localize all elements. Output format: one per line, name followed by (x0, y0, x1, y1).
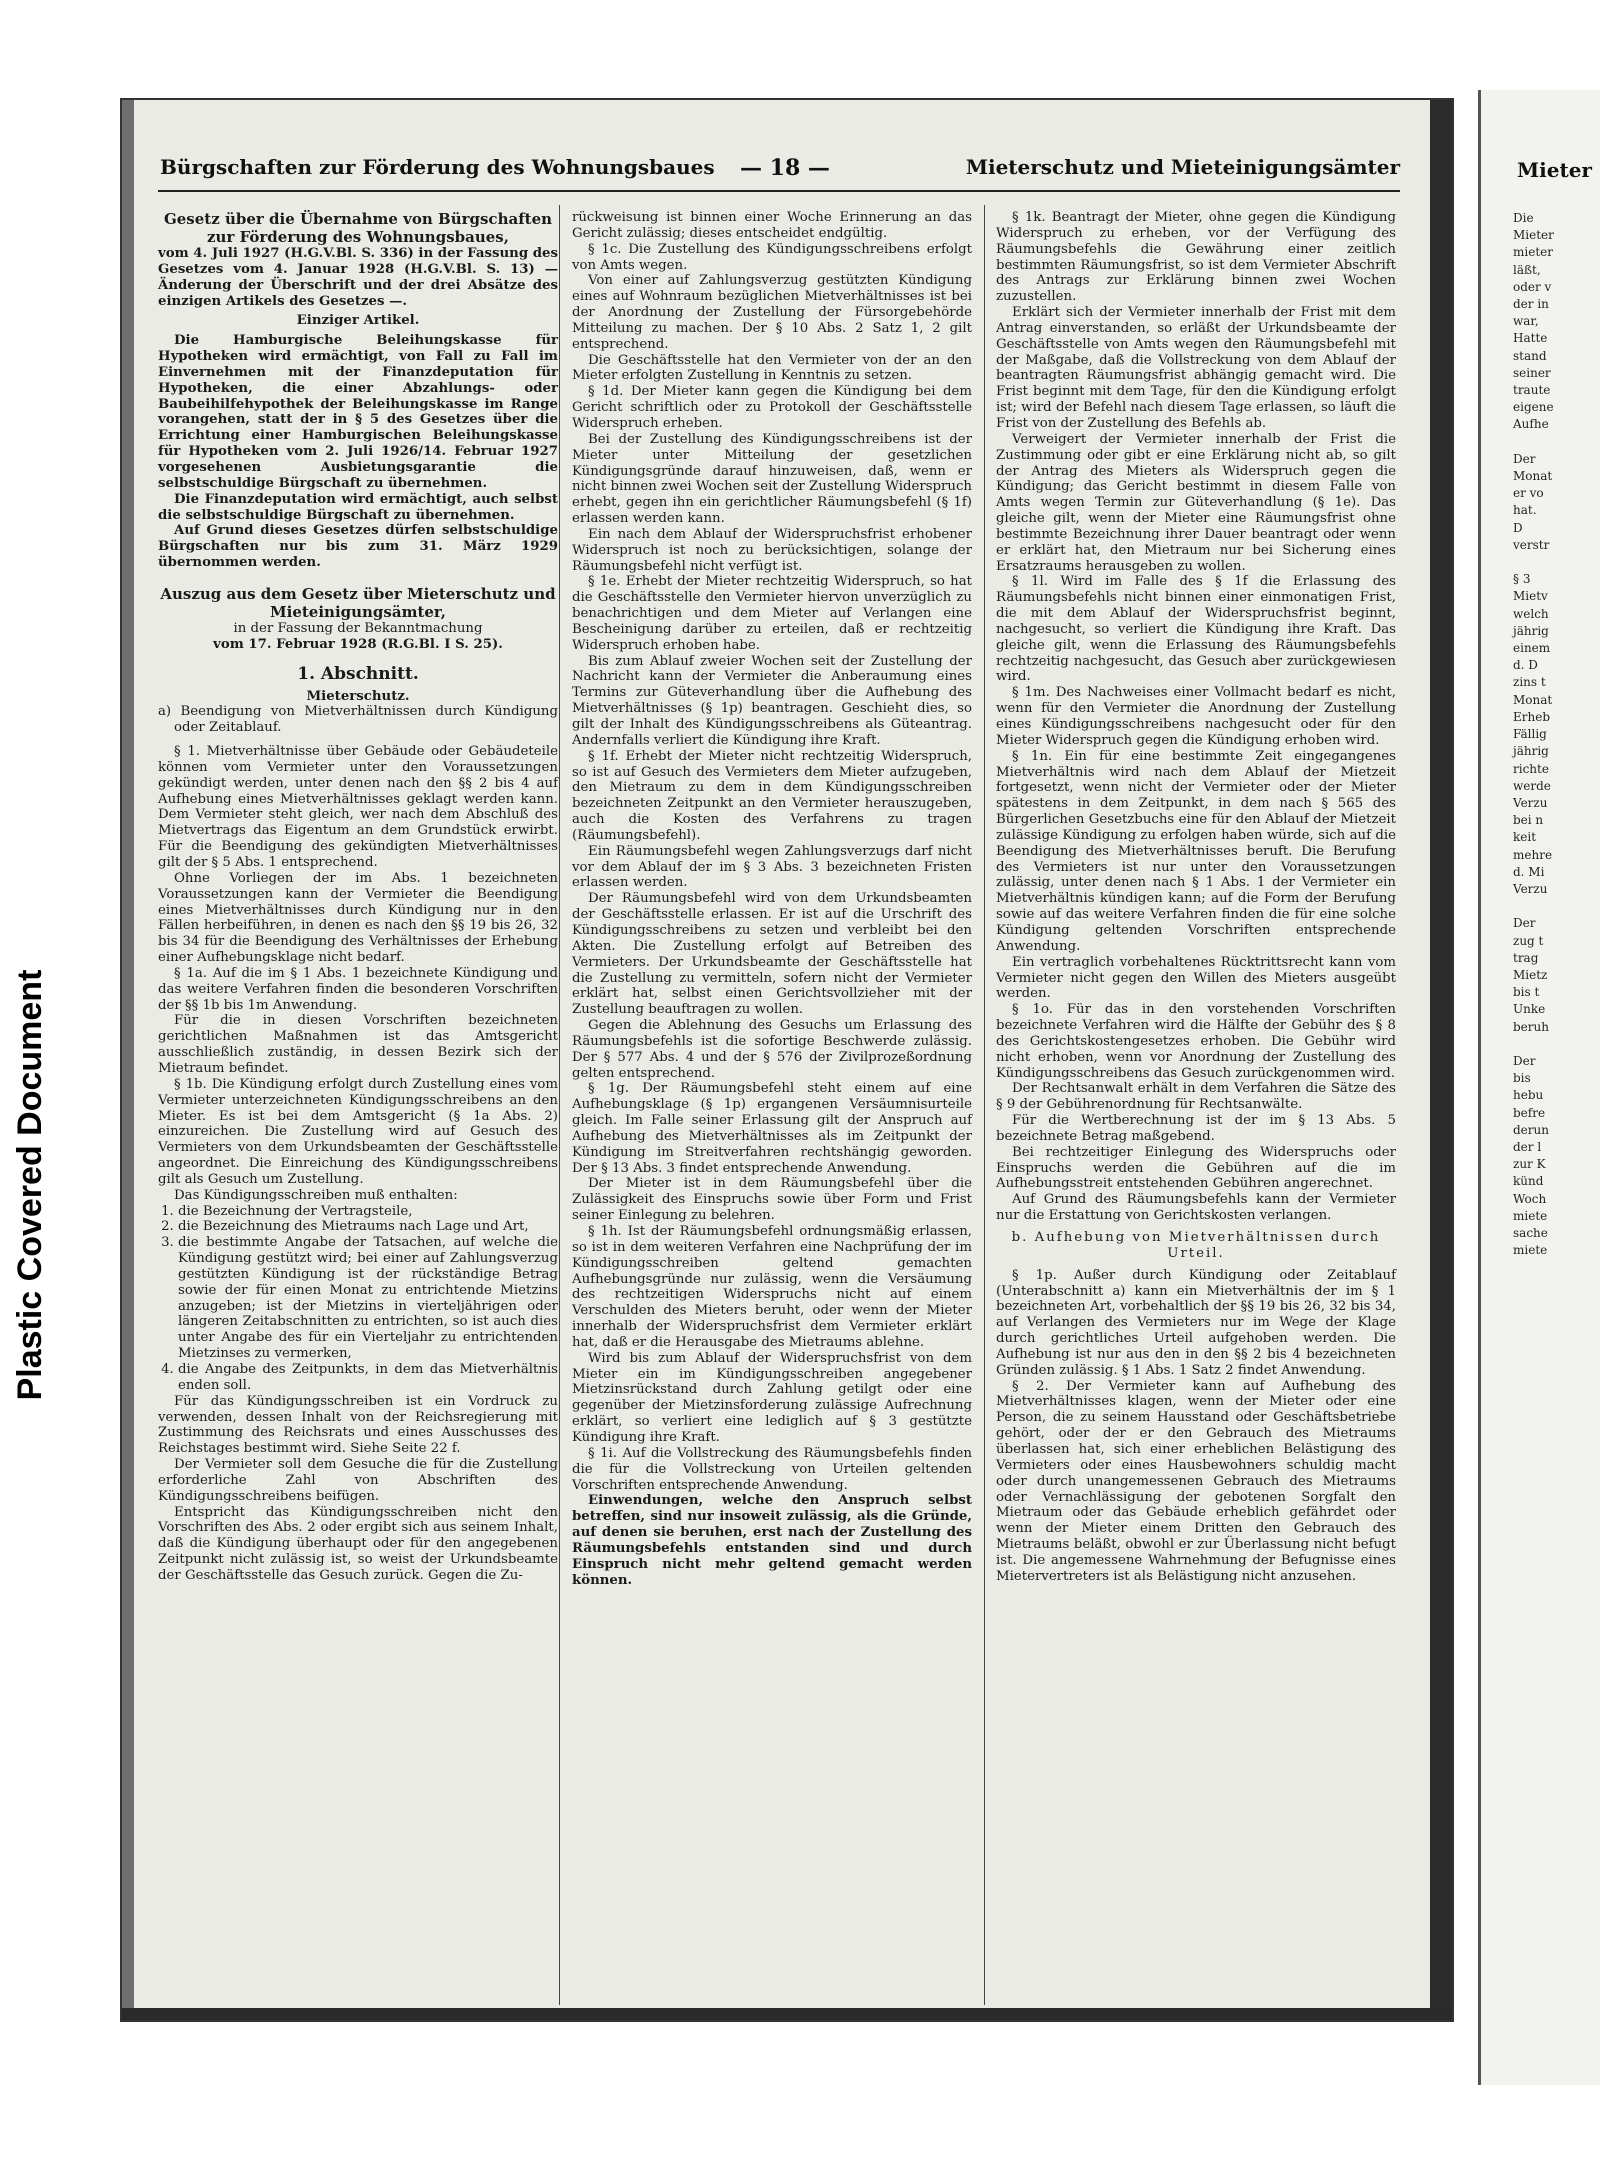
paragraph: Bis zum Ablauf zweier Wochen seit der Zustellung der Nachricht kann der Vermieter die Anberaumung eines Termins zur Güteverhandlung über die Aufhebung des Mietverhältnisses (§ 1p) beantragen. Geschieht dies, so gilt der Inhalt des Kündigungsschreibens als Güteantrag. Andernfalls verliert die Kündigung ihre Kraft. (572, 653, 972, 748)
paragraph: Bei der Zustellung des Kündigungsschreibens ist der Mieter unter Mitteilung der gesetzlichen Kündigungsgründe darauf hinzuweisen, daß, wenn er nicht binnen zwei Wochen seit der Zustellung Widerspruch erhebt, gegen ihn ein gerichtlicher Räumungsbefehl (§ 1f) erlassen werden kann. (572, 431, 972, 527)
adjacent-page-text: Die Mieter mieter läßt, oder v der in war, Hatte stand seiner traute eigene Aufhe Der Monat er vo hat. D verstr § 3 Mietv welch jährig einem d. D zins t Monat Erheb Fällig jährig richte werde Verzu bei n keit mehre d. Mi Verzu Der zug t trag Mietz bis t Unke beruh Der bis hebu befre derun der l zur K künd Woch miete sache miete (1513, 211, 1554, 1258)
paragraph: Entspricht das Kündigungsschreiben nicht den Vorschriften des Abs. 2 oder ergibt sich aus seinem Inhalt, daß die Kündigung überhaupt oder für den angegebenen Zeitpunkt nicht zulässig ist, so weist der Urkundsbeamte der Geschäftsstelle das Gesuch zurück. Gegen die Zu- (158, 1504, 558, 1583)
page-left-edge (122, 100, 134, 2020)
header-rule (158, 190, 1400, 192)
paragraph: Bei rechtzeitiger Einlegung des Widerspruchs oder Einspruchs werden die Gebühren auf die im Aufhebungsstreit entstehenden Gebühren angerechnet. (996, 1144, 1396, 1192)
list-item: 3. die bestimmte Angabe der Tatsachen, auf welche die Kündigung gestützt wird; bei einer auf Zahlungsverzug gestützten Kündigung ist der rückständige Betrag sowie der für einen Monat zu entrichtende Mietzins anzugeben; ist der Mietzins in vierteljährigen oder längeren Zeitabschnitten zu entrichten, so ist auch dies unter Angabe des für ein Vierteljahr zu entrichtenden Mietzinses zu vermerken, (178, 1235, 558, 1362)
paragraph: Für die in diesen Vorschriften bezeichneten gerichtlichen Maßnahmen ist das Amtsgericht ausschließlich zuständig, in dessen Bezirk sich der Mietraum befindet. (158, 1013, 558, 1076)
paragraph-s1g: § 1g. Der Räumungsbefehl steht einem auf eine Aufhebungsklage (§ 1p) ergangenen Versäumnisurteile gleich. Im Falle seiner Erlassung gilt der Anspruch auf Aufhebung des Mietverhältnisses als im Zeitpunkt der Kündigung im Streitverfahren rechtshängig geworden. Der § 13 Abs. 3 findet entsprechende Anwendung. (572, 1081, 972, 1176)
paragraph: Auf Grund des Räumungsbefehls kann der Vermieter nur die Erstattung von Gerichtskosten verlangen. (996, 1192, 1396, 1224)
plastic-covered-label: Plastic Covered Document (11, 969, 49, 1401)
list-item: 1. die Bezeichnung der Vertragsteile, (178, 1204, 558, 1220)
paragraph: Einwendungen, welche den Anspruch selbst betreffen, sind nur insoweit zulässig, als die Gründe, auf denen sie beruhen, erst nach der Zustellung des Räumungsbefehls entstanden sind und durch Einspruch nicht mehr geltend gemacht werden können. (572, 1493, 972, 1588)
paragraph: Der Mieter ist in dem Räumungsbefehl über die Zulässigkeit des Einspruchs sowie über Form und Frist seiner Einlegung zu belehren. (572, 1176, 972, 1224)
paragraph-s1a: § 1a. Auf die im § 1 Abs. 1 bezeichnete Kündigung und das weitere Verfahren finden die besonderen Vorschriften der §§ 1b bis 1m Anwendung. (158, 965, 558, 1013)
paragraph: Der Vermieter soll dem Gesuche die für die Zustellung erforderliche Zahl von Abschriften des Kündigungsschreibens beifügen. (158, 1457, 558, 1504)
paragraph: rückweisung ist binnen einer Woche Erinnerung an das Gericht zulässig; dieses entscheidet endgültig. (572, 210, 972, 241)
article-heading: Einziger Artikel. (296, 313, 420, 329)
paragraph: Von einer auf Zahlungsverzug gestützten Kündigung eines auf Wohnraum bezüglichen Mietverhältnisses ist bei der Anordnung der Zustellung der Fürsorgebehörde Mitteilung zu machen. Der § 10 Abs. 2 Satz 1, 2 gilt entsprechend. (572, 273, 972, 352)
column-divider-2 (984, 205, 985, 2005)
list-item: 2. die Bezeichnung des Mietraums nach Lage und Art, (178, 1219, 558, 1235)
requirements-list (158, 1204, 558, 1394)
paragraph: Ein nach dem Ablauf der Widerspruchsfrist erhobener Widerspruch ist noch zu berücksichtigen, solange der Räumungsbefehl nicht verfügt ist. (572, 526, 972, 574)
paragraph-s1i: § 1i. Auf die Vollstreckung des Räumungsbefehls finden die für die Vollstreckung von Urteilen geltenden Vorschriften entsprechende Anwendung. (572, 1445, 972, 1493)
paragraph: Der Rechtsanwalt erhält in dem Verfahren die Sätze des § 9 der Gebührenordnung für Rechtsanwälte. (996, 1081, 1396, 1113)
header-right: Mieterschutz und Mieteinigungsämter (965, 155, 1400, 179)
subheading-b: b. Aufhebung von Mietverhältnissen durch Urteil. (1011, 1230, 1381, 1261)
extract-subtitle: in der Fassung der Bekanntmachung (233, 620, 483, 636)
extract-title: Auszug aus dem Gesetz über Mieterschutz und Mieteinigungsämter, (160, 584, 556, 621)
column-2 (572, 210, 972, 1588)
paragraph-s1o: § 1o. Für das in den vorstehenden Vorschriften bezeichnete Verfahren wird die Hälfte der Gebühr des § 8 des Gerichtskostengesetzes erhoben. Die Gebühr wird nicht erhoben, wenn vor Anordnung der Zustellung des Kündigungsschreibens das Gesuch zurückgenommen wird. (996, 1002, 1396, 1081)
paragraph: Die Geschäftsstelle hat den Vermieter von der an den Mieter erfolgten Zustellung in Kenntnis zu setzen. (572, 352, 972, 384)
running-header (160, 155, 1400, 185)
paragraph: Ein vertraglich vorbehaltenes Rücktrittsrecht kann vom Vermieter nicht gegen den Willen des Mieters ausgeübt werden. (996, 954, 1396, 1002)
law-date: vom 4. Juli 1927 (H.G.V.Bl. S. 336) in der Fassung des Gesetzes vom 4. Januar 1928 (H.G.V.Bl. S. 13) — Änderung der Überschrift und der drei Absätze des einzigen Artikels des Gesetzes —. (158, 246, 558, 309)
extract-date: vom 17. Februar 1928 (R.G.Bl. I S. 25). (213, 636, 503, 652)
paragraph-s1d: § 1d. Der Mieter kann gegen die Kündigung bei dem Gericht schriftlich oder zu Protokoll der Geschäftsstelle Widerspruch erheben. (572, 384, 972, 431)
paragraph-s1f: § 1f. Erhebt der Mieter nicht rechtzeitig Widerspruch, so ist auf Gesuch des Vermieters dem Mieter aufzugeben, den Mietraum zu dem in dem Kündigungsschreiben bezeichneten Zeitpunkt an den Vermieter herauszugeben, auch die Kosten des Verfahrens zu tragen (Räumungsbefehl). (572, 748, 972, 843)
adjacent-page-edge (1478, 90, 1600, 2085)
paragraph-s1l: § 1l. Wird im Falle des § 1f die Erlassung des Räumungsbefehls nicht binnen einer einmonatigen Frist, die mit dem Ablauf der Widerspruchsfrist beginnt, nachgesucht, so verliert die Kündigung ihre Kraft. Das gleiche gilt, wenn die Erlassung des Räumungsbefehls rechtzeitig nachgesucht, das Gesuch aber zurückgewiesen wird. (996, 574, 1396, 685)
page-bottom-shadow (122, 2008, 1452, 2020)
paragraph: Gegen die Ablehnung des Gesuchs um Erlassung des Räumungsbefehls ist die sofortige Beschwerde zulässig. Der § 577 Abs. 4 und der § 576 der Zivilprozeßordnung gelten entsprechend. (572, 1018, 972, 1081)
column-1 (158, 210, 558, 1584)
paragraph: Der Räumungsbefehl wird von dem Urkundsbeamten der Geschäftsstelle erlassen. Er ist auf die Urschrift des Kündigungsschreibens zu setzen und verbleibt bei den Akten. Die Zustellung erfolgt auf Betreiben des Vermieters. Der Urkundsbeamte der Geschäftsstelle hat die Zustellung zu vermitteln, sofern nicht der Vermieter erklärt hat, selbst einen Gerichtsvollzieher mit der Zustellung beauftragen zu wollen. (572, 891, 972, 1018)
page-number: — 18 — (740, 155, 830, 181)
subsection-heading: Mieterschutz. (306, 688, 410, 704)
page-right-shadow (1430, 100, 1452, 2020)
paragraph-s1m: § 1m. Des Nachweises einer Vollmacht bedarf es nicht, wenn für den Vermieter die Anordnung der Zustellung eines Kündigungsschreibens nachgesucht oder für den Mieter Widerspruch gegen die Kündigung erhoben wird. (996, 685, 1396, 748)
column-divider-1 (559, 205, 560, 2005)
paragraph: Verweigert der Vermieter innerhalb der Frist die Zustimmung oder gibt er eine Erklärung nicht ab, so gilt der Antrag des Mieters als Widerspruch gegen die Kündigung; das Gericht bestimmt in diesem Falle von Amts wegen Termin zur Güteverhandlung (§ 1e). Das gleiche gilt, wenn der Mieter eine Räumungsfrist ohne bestimmte Bezeichnung ihrer Dauer beantragt oder wenn er erklärt hat, den Mietraum nur bei Sicherung eines Ersatzraums herausgeben zu wollen. (996, 431, 1396, 574)
header-left: Bürgschaften zur Förderung des Wohnungsbaues (160, 155, 715, 179)
paragraph-s1: § 1. Mietverhältnisse über Gebäude oder Gebäudeteile können vom Vermieter unter den Voraussetzungen gekündigt werden, unter denen nach den §§ 2 bis 4 auf Aufhebung eines Mietverhältnisses geklagt werden kann. Dem Vermieter steht gleich, wer nach dem Abschluß des Mietvertrags das Eigentum an dem Grundstück erwirbt. Für die Beendigung des gekündigten Mietverhältnisses gilt der § 5 Abs. 1 entsprechend. (158, 744, 558, 870)
law-title: Gesetz über die Übernahme von Bürgschaften zur Förderung des Wohnungsbaues, (163, 210, 553, 246)
column-3 (996, 210, 1396, 1585)
paragraph: Ein Räumungsbefehl wegen Zahlungsverzugs darf nicht vor dem Ablauf der im § 3 Abs. 3 bezeichneten Fristen erlassen werden. (572, 843, 972, 891)
paragraph-s1k: § 1k. Beantragt der Mieter, ohne gegen die Kündigung Widerspruch zu erheben, vor der Verfügung des Räumungsbefehls die Gewährung einer zeitlich bestimmten Räumungsfrist, so ist dem Vermieter Abschrift des Antrags zur Erklärung binnen zwei Wochen zuzustellen. (996, 210, 1396, 305)
paragraph: Die Finanzdeputation wird ermächtigt, auch selbst die selbstschuldige Bürgschaft zu übernehmen. (158, 491, 558, 523)
paragraph-s1b: § 1b. Die Kündigung erfolgt durch Zustellung eines vom Vermieter unterzeichneten Kündigungsschreibens an den Mieter. Es ist bei dem Amtsgericht (§ 1a Abs. 2) einzureichen. Die Zustellung wird auf Gesuch des Vermieters von dem Urkundsbeamten der Geschäftsstelle angeordnet. Die Einreichung des Kündigungsschreibens gilt als Gesuch um Zustellung. (158, 1076, 558, 1187)
paragraph: Die Hamburgische Beleihungskasse für Hypotheken wird ermächtigt, von Fall zu Fall im Einvernehmen mit der Finanzdeputation für Hypotheken, die einer Abzahlungs- oder Baubeihilfehypothek der Beleihungskasse im Range vorangehen, statt der in § 5 des Gesetzes über die Errichtung einer Hamburgischen Beleihungskasse für Hypotheken vom 2. Juli 1926/14. Februar 1927 vorgesehenen Ausbietungsgarantie die selbstschuldige Bürgschaft zu übernehmen. (158, 333, 558, 491)
paragraph-s2: § 2. Der Vermieter kann auf Aufhebung des Mietverhältnisses klagen, wenn der Mieter oder eine Person, die zu seinem Hausstand oder Geschäftsbetriebe gehört, oder der er den Gebrauch des Mietraums überlassen hat, sich einer erheblichen Belästigung des Vermieters oder eines Hausbewohners schuldig macht oder durch unangemessenen Gebrauch des Mietraums oder Vernachlässigung der gebotenen Sorgfalt den Mietraum oder das Gebäude erheblich gefährdet oder wenn der Mieter einem Dritten den Gebrauch des Mietraums beläßt, obwohl er zur Überlassung nicht befugt ist. Die angemessene Wahrnehmung der Befugnisse eines Mietervertreters ist als Belästigung nicht anzusehen. (996, 1378, 1396, 1584)
paragraph-s1e: § 1e. Erhebt der Mieter rechtzeitig Widerspruch, so hat die Geschäftsstelle den Vermieter hiervon unverzüglich zu benachrichtigen und dem Mieter auf Verlangen eine Bescheinigung darüber zu erteilen, daß er rechtzeitig Widerspruch erhoben habe. (572, 574, 972, 653)
paragraph: Ohne Vorliegen der im Abs. 1 bezeichneten Voraussetzungen kann der Vermieter die Beendigung eines Mietverhältnisses durch Kündigung nur in den Fällen herbeiführen, in denen es nach den §§ 19 bis 26, 32 bis 34 für die Beendigung des Verhältnisses der Erhebung einer Aufhebungsklage nicht bedarf. (158, 870, 558, 966)
subheading-a: a) Beendigung von Mietverhältnissen durch Kündigung oder Zeitablauf. (158, 704, 558, 736)
adjacent-page-header: Mieter (1517, 158, 1592, 182)
paragraph: Für das Kündigungsschreiben ist ein Vordruck zu verwenden, dessen Inhalt von der Reichsregierung mit Zustimmung des Reichsrats und eines Ausschusses des Reichstages bestimmt wird. Siehe Seite 22 f. (158, 1393, 558, 1457)
list-item: 4. die Angabe des Zeitpunkts, in dem das Mietverhältnis enden soll. (178, 1362, 558, 1394)
paragraph-s1p: § 1p. Außer durch Kündigung oder Zeitablauf (Unterabschnitt a) kann ein Mietverhältnis der im § 1 bezeichneten Art, vorbehaltlich der §§ 19 bis 26, 32 bis 34, auf Verlangen des Vermieters nur im Wege der Klage durch gerichtliches Urteil aufgehoben werden. Die Aufhebung ist nur aus den in den §§ 2 bis 4 bezeichneten Gründen zulässig. § 1 Abs. 1 Satz 2 findet Anwendung. (996, 1267, 1396, 1378)
paragraph: Erklärt sich der Vermieter innerhalb der Frist mit dem Antrag einverstanden, so erläßt der Urkundsbeamte der Geschäftsstelle von Amts wegen den Räumungsbefehl mit der Maßgabe, daß die Vollstreckung von dem Ablauf der beantragten Räumungsfrist abhängig gemacht wird. Die Frist beginnt mit dem Tage, für den die Kündigung erfolgt ist; wird der Befehl nach diesem Tage erlassen, so läuft die Frist von der Zustellung des Befehls ab. (996, 305, 1396, 431)
section-heading: 1. Abschnitt. (297, 663, 419, 684)
paragraph-s1c: § 1c. Die Zustellung des Kündigungsschreibens erfolgt von Amts wegen. (572, 241, 972, 273)
paragraph: Für die Wertberechnung ist der im § 13 Abs. 5 bezeichnete Betrag maßgebend. (996, 1113, 1396, 1144)
list-intro: Das Kündigungsschreiben muß enthalten: (174, 1187, 458, 1203)
paragraph-s1n: § 1n. Ein für eine bestimmte Zeit eingegangenes Mietverhältnis wird nach dem Ablauf der Mietzeit fortgesetzt, wenn nicht der Vermieter oder der Mieter spätestens in dem Zeitpunkt, in dem nach § 565 des Bürgerlichen Gesetzbuchs eine für den Ablauf der Mietzeit zulässige Kündigung zu erfolgen haben würde, sich auf die Beendigung des Mietverhältnisses beruft. Die Berufung des Vermieters ist nur unter den Voraussetzungen zulässig, unter denen nach § 1 Abs. 1 der Vermieter ein Mietverhältnis kündigen kann; auf die Form der Berufung sowie auf das weitere Verfahren finden die für eine solche Kündigung geltenden Vorschriften entsprechende Anwendung. (996, 748, 1396, 954)
paragraph: Wird bis zum Ablauf der Widerspruchsfrist von dem Mieter ein im Kündigungsschreiben angegebener Mietzinsrückstand durch Zahlung getilgt oder eine gegenüber der Mietzinsforderung zulässige Aufrechnung erklärt, so verliert eine lediglich auf § 3 gestützte Kündigung ihre Kraft. (572, 1350, 972, 1445)
paragraph-s1h: § 1h. Ist der Räumungsbefehl ordnungsmäßig erlassen, so ist in dem weiteren Verfahren eine Nachprüfung der im Kündigungsschreiben geltend gemachten Aufhebungsgründe nur zulässig, wenn die Versäumung des rechtzeitigen Widerspruchs nicht auf einem Verschulden des Mieters beruht, oder wenn der Mieter innerhalb der Widerspruchsfrist dem Vermieter erklärt hat, daß er die Herausgabe des Mietraums ablehne. (572, 1224, 972, 1350)
paragraph: Auf Grund dieses Gesetzes dürfen selbstschuldige Bürgschaften nur bis zum 31. März 1929 übernommen werden. (158, 523, 558, 571)
